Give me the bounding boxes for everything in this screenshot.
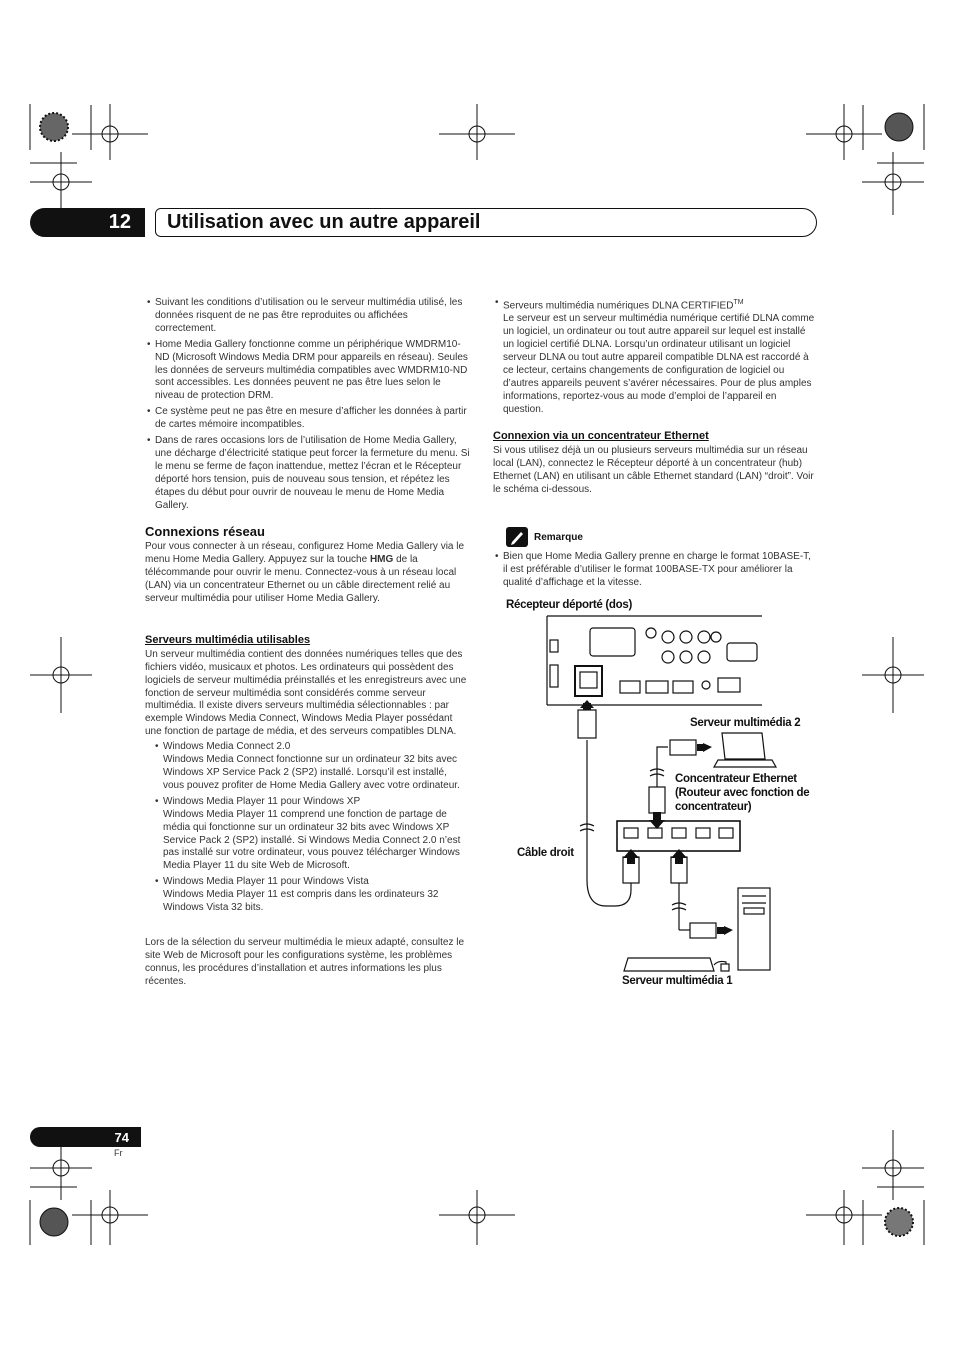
list-item: • Dans de rares occasions lors de l’utilisation de Home Media Gallery, une décharge d’électricité statique peut forcer la fermeture du menu. Si le menu se ferme de façon inattendue, mettez l’écran et le Récepteur déporté hors tension, puis de nouveau sous tension, et répétez les étapes du début pour ouvrir de nouveau le menu de Home Media Gallery.	[137, 435, 470, 512]
list-item: • Ce système peut ne pas être en mesure d’afficher les données à partir de cartes mémoire incompatibles.	[137, 406, 470, 432]
list-item: • Home Media Gallery fonctionne comme un périphérique WMDRM10-ND (Microsoft Windows Media DRM pour appareils en réseau). Seules les données de serveurs multimédia compatibles avec WMDRM10-ND sont accessibles. Les données peuvent ne pas être lues selon le niveau de protection DRM.	[137, 339, 470, 404]
servers-paragraph: Un serveur multimédia contient des données numériques telles que des fichiers vidéo, musicaux et photos. Les ordinateurs qui possèdent des logiciels de serveur multimédia préinstallés et les enregistreurs avec une fonction de serveur multimédia sont considérés comme serveur multimédia. Il existe divers serveurs multimédia sélectionnables : par exemple Windows Media Connect, Windows Media Player possédant une fonction de partage de média, et des serveurs compatibles DLNA.	[145, 648, 467, 738]
server-item-body: Windows Media Player 11 est compris dans les ordinateurs 32 Windows Vista 32 bits.	[163, 889, 439, 914]
laptop-icon	[714, 733, 776, 767]
receiver-label: Récepteur déporté (dos)	[506, 599, 633, 611]
server2-label: Serveur multimédia 2	[690, 717, 801, 729]
arrow-icons	[580, 700, 733, 935]
section-heading-network: Connexions réseau	[145, 523, 265, 539]
hub-label-line: Concentrateur Ethernet	[675, 773, 797, 785]
receiver-back-panel	[547, 616, 762, 705]
network-text-part: Pour vous connecter à un réseau, configurez Home Media Gallery via le menu Home Media Gallery. Appuyez sur la touche	[145, 541, 465, 566]
dlna-title-text: Serveurs multimédia numériques DLNA CERTIFIED	[503, 300, 734, 312]
ethernet-hub	[617, 821, 740, 851]
chapter-title: Utilisation avec un autre appareil	[155, 208, 817, 237]
network-text-part: de la télécommande pour ouvrir le menu. Connectez-vous à un réseau local (LAN) via un concentrateur Ethernet ou un câble directement relié au serveur multimédia pour utiliser Home Media Gallery.	[145, 554, 457, 605]
server-item-body: Windows Media Player 11 comprend une fonction de partage de média qui fonctionne sur un ordinateur 32 bits avec Windows XP Service Pack 2 (SP2) installé. Si Windows Media Connect 2.0 n’est pas installé sur votre ordinateur, vous pouvez télécharger Windows Media Player 11 du site Web de Microsoft.	[163, 808, 461, 872]
page-number: 74	[30, 1127, 141, 1147]
tower-pc-icon	[738, 888, 770, 970]
dlna-body: Le serveur est un serveur multimédia numérique certifié DLNA comme un logiciel, un ordinateur ou tout autre appareil sur lequel est installé un logiciel certifié DLNA. Lorsqu’un ordinateur utilisant un logiciel serveur DLNA ou tout autre appareil compatible DLNA est raccordé à ce lecteur, certains changements de configuration de logiciel ou d’autres appareils peuvent s’avérer nécessaires. Pour de plus amples informations, reportez-vous au mode d’emploi de l’appareil en question.	[503, 313, 815, 415]
list-item: • Suivant les conditions d’utilisation ou le serveur multimédia utilisé, les données risquent de ne pas être reproduites ou affichées correctement.	[137, 297, 470, 336]
ethernet-paragraph: Si vous utilisez déjà un ou plusieurs serveurs multimédia sur un réseau local (LAN), connectez le Récepteur déporté à un concentrateur (hub) Ethernet (LAN) en utilisant un câble Ethernet standard (LAN) “droit”. Voir le schéma ci-dessous.	[493, 445, 814, 496]
server1-label: Serveur multimédia 1	[622, 975, 733, 987]
closing-paragraph: Lors de la sélection du serveur multimédia le mieux adapté, consultez le site Web de Microsoft pour les configurations système, les problèmes connus, les procédures d’installation et autres informations les plus récentes.	[145, 936, 465, 987]
chapter-number: 12	[30, 208, 145, 237]
section-heading-ethernet: Connexion via un concentrateur Ethernet	[493, 430, 709, 443]
section-heading-servers: Serveurs multimédia utilisables	[145, 633, 311, 646]
server-item-body: Windows Media Connect fonctionne sur un ordinateur 32 bits avec Windows XP Service Pack 2 (SP2) installé. Lorsqu’il est installé, vous pouvez profiter de Home Media Gallery avec votre ordinateur.	[163, 754, 460, 791]
language-code: Fr	[114, 1148, 123, 1158]
keyboard-icon	[624, 958, 729, 971]
hmg-key: HMG	[369, 554, 394, 566]
server-item-title: • Windows Media Player 11 pour Windows Vista	[163, 876, 369, 888]
trademark-mark: TM	[733, 299, 744, 306]
hub-label-line: (Routeur avec fonction de	[675, 787, 810, 799]
note-label: Remarque	[534, 532, 583, 543]
hub-label-line: concentrateur)	[675, 801, 752, 813]
server-item-title: • Windows Media Connect 2.0	[163, 741, 291, 753]
cable-label: Câble droit	[517, 847, 574, 859]
list-item: • Bien que Home Media Gallery prenne en charge le format 10BASE-T, il est préférable d’utiliser le format 100BASE-TX pour améliorer la qualité d’affichage et la vitesse.	[485, 551, 818, 590]
server-item-title: • Windows Media Player 11 pour Windows XP	[163, 795, 361, 807]
